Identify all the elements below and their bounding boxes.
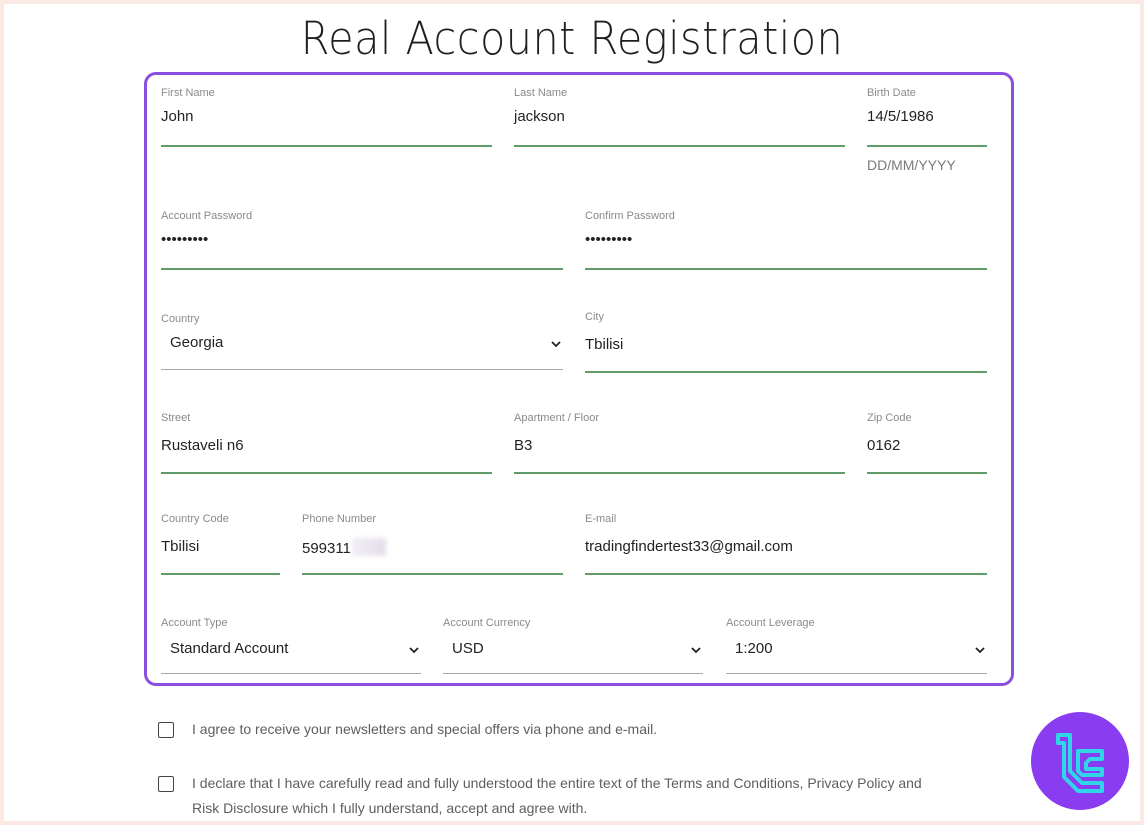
- street-field[interactable]: [161, 412, 492, 474]
- chevron-down-icon[interactable]: [975, 645, 985, 655]
- phone-number-underline: [302, 573, 563, 575]
- terms-consent-text: [192, 771, 992, 821]
- phone-number-label: Phone Number: [302, 513, 376, 525]
- account-password-field[interactable]: [161, 210, 563, 272]
- last-name-field[interactable]: [514, 87, 845, 149]
- last-name-label: Last Name: [514, 87, 568, 99]
- phone-number-value: 599311: [302, 538, 386, 557]
- country-label: Country: [161, 313, 200, 325]
- first-name-label: First Name: [161, 87, 215, 99]
- email-field[interactable]: [585, 513, 987, 575]
- newsletter-consent-text: I agree to receive your newsletters and special offers via phone and e-mail.: [192, 721, 658, 737]
- first-name-field[interactable]: [161, 87, 492, 149]
- account-currency-value: USD: [452, 640, 484, 657]
- page: [4, 4, 1140, 821]
- account-password-label: Account Password: [161, 210, 253, 222]
- account-type-label: Account Type: [161, 617, 228, 629]
- zip-code-underline: [867, 472, 987, 474]
- newsletter-checkbox[interactable]: [158, 722, 174, 738]
- birth-date-label: Birth Date: [867, 87, 916, 99]
- account-type-underline: [161, 673, 421, 674]
- apartment-underline: [514, 472, 845, 474]
- country-underline: [161, 369, 563, 370]
- terms-checkbox[interactable]: [158, 776, 174, 792]
- confirm-password-underline: [585, 268, 987, 270]
- apartment-label: Apartment / Floor: [514, 412, 599, 424]
- zip-code-value: 0162: [867, 437, 901, 454]
- chevron-down-icon[interactable]: [691, 645, 701, 655]
- city-field[interactable]: [585, 311, 987, 373]
- confirm-password-label: Confirm Password: [585, 210, 675, 222]
- account-currency-underline: [443, 673, 703, 674]
- city-underline: [585, 371, 987, 373]
- redacted-digits: [352, 538, 386, 556]
- terms-consent-line-1: I declare that I have carefully read and fully understood the entire text of the Terms and Conditions, Privacy Policy and: [192, 775, 922, 791]
- email-label: E-mail: [585, 513, 617, 525]
- chevron-down-icon[interactable]: [551, 339, 561, 349]
- apartment-field[interactable]: [514, 412, 845, 474]
- account-leverage-value: 1:200: [735, 640, 773, 657]
- street-underline: [161, 472, 492, 474]
- account-currency-label: Account Currency: [443, 617, 531, 629]
- email-value: tradingfindertest33@gmail.com: [585, 538, 793, 555]
- birth-date-hint: DD/MM/YYYY: [867, 157, 956, 173]
- account-leverage-select[interactable]: [726, 617, 987, 679]
- city-label: City: [585, 311, 604, 323]
- street-label: Street: [161, 412, 191, 424]
- phone-number-field[interactable]: [302, 513, 563, 575]
- last-name-underline: [514, 145, 845, 147]
- confirm-password-field[interactable]: [585, 210, 987, 272]
- account-leverage-label: Account Leverage: [726, 617, 815, 629]
- birth-date-underline: [867, 145, 987, 147]
- terms-consent-line-2: Risk Disclosure which I fully understand, accept and agree with.: [192, 800, 588, 816]
- tradingfinder-logo-icon: [1030, 711, 1130, 811]
- registration-form: [144, 72, 1014, 686]
- first-name-value: John: [161, 108, 194, 125]
- account-password-underline: [161, 268, 563, 270]
- account-type-select[interactable]: [161, 617, 421, 679]
- apartment-value: B3: [514, 437, 533, 454]
- account-leverage-underline: [726, 673, 987, 674]
- country-code-underline: [161, 573, 280, 575]
- confirm-password-value: •••••••••: [585, 231, 633, 248]
- country-value: Georgia: [170, 334, 224, 351]
- chevron-down-icon[interactable]: [409, 645, 419, 655]
- first-name-underline: [161, 145, 492, 147]
- country-code-field[interactable]: [161, 513, 280, 575]
- account-password-value: •••••••••: [161, 231, 209, 248]
- page-title: Real Account Registration: [300, 12, 844, 65]
- last-name-value: jackson: [514, 108, 565, 125]
- birth-date-field[interactable]: [867, 87, 987, 149]
- country-code-value: Tbilisi: [161, 538, 200, 555]
- birth-date-value: 14/5/1986: [867, 108, 934, 125]
- city-value: Tbilisi: [585, 336, 624, 353]
- account-currency-select[interactable]: [443, 617, 703, 679]
- zip-code-field[interactable]: [867, 412, 987, 474]
- country-select[interactable]: [161, 313, 563, 375]
- street-value: Rustaveli n6: [161, 437, 244, 454]
- email-underline: [585, 573, 987, 575]
- account-type-value: Standard Account: [170, 640, 289, 657]
- country-code-label: Country Code: [161, 513, 229, 525]
- zip-code-label: Zip Code: [867, 412, 912, 424]
